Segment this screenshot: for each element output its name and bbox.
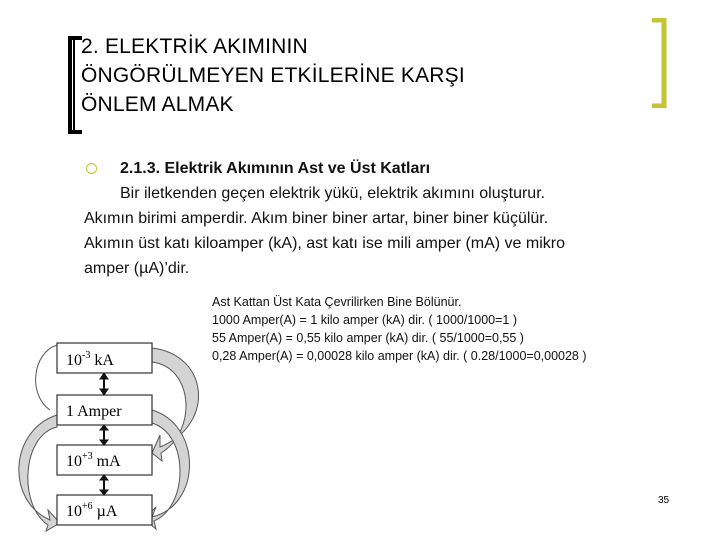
bullet-item xyxy=(84,156,654,181)
right-bracket-decoration xyxy=(648,18,672,108)
double-arrow-icon xyxy=(100,475,108,495)
unit-label-ma: $10^{+3}$ mA xyxy=(66,451,121,470)
curved-arrow-left-upper xyxy=(36,345,57,410)
unit-label-ua: $10^{+6}$ µA xyxy=(66,501,118,520)
slide-title xyxy=(81,32,641,119)
title-line: ÖNLEM ALMAK xyxy=(81,93,234,116)
double-arrow-icon xyxy=(100,425,108,445)
title-line: 2. ELEKTRİK AKIMININ xyxy=(81,35,308,58)
conversion-line: 0,28 Amper(A) = 0,00028 kilo amper (kA) dir. ( 0.28/1000=0,00028 ) xyxy=(212,349,587,363)
paragraph-line: Bir iletkenden geçen elektrik yükü, elektrik akımını oluşturur. xyxy=(120,185,546,202)
unit-conversion-diagram xyxy=(10,335,215,535)
body-text xyxy=(84,156,654,281)
bullet-circle-icon xyxy=(86,163,97,174)
conversion-info xyxy=(212,293,672,365)
double-arrow-icon xyxy=(100,373,108,395)
conversion-line: 55 Amper(A) = 0,55 kilo amper (kA) dir. ( 55/1000=0,55 ) xyxy=(212,331,524,345)
title-line: ÖNGÖRÜLMEYEN ETKİLERİNE KARŞI xyxy=(81,64,465,87)
paragraph-line: amper (µA)’dir. xyxy=(84,260,190,277)
page-number: 35 xyxy=(658,495,670,506)
paragraph-line: Akımın üst katı kiloamper (kA), ast katı ise mili amper (mA) ve mikro xyxy=(84,235,565,252)
section-heading: 2.1.3. Elektrik Akımının Ast ve Üst Katları xyxy=(120,160,431,177)
unit-label-amper: 1 Amper xyxy=(66,403,122,420)
unit-label-ka: $10^{-3}$ kA xyxy=(66,350,114,369)
paragraph-line: Akımın birimi amperdir. Akım biner biner artar, biner biner küçülür. xyxy=(84,210,549,227)
conversion-heading: Ast Kattan Üst Kata Çevrilirken Bine Bölünür. xyxy=(212,295,462,309)
curved-arrow-left xyxy=(19,415,60,531)
conversion-line: 1000 Amper(A) = 1 kilo amper (kA) dir. ( 1000/1000=1 ) xyxy=(212,313,518,327)
